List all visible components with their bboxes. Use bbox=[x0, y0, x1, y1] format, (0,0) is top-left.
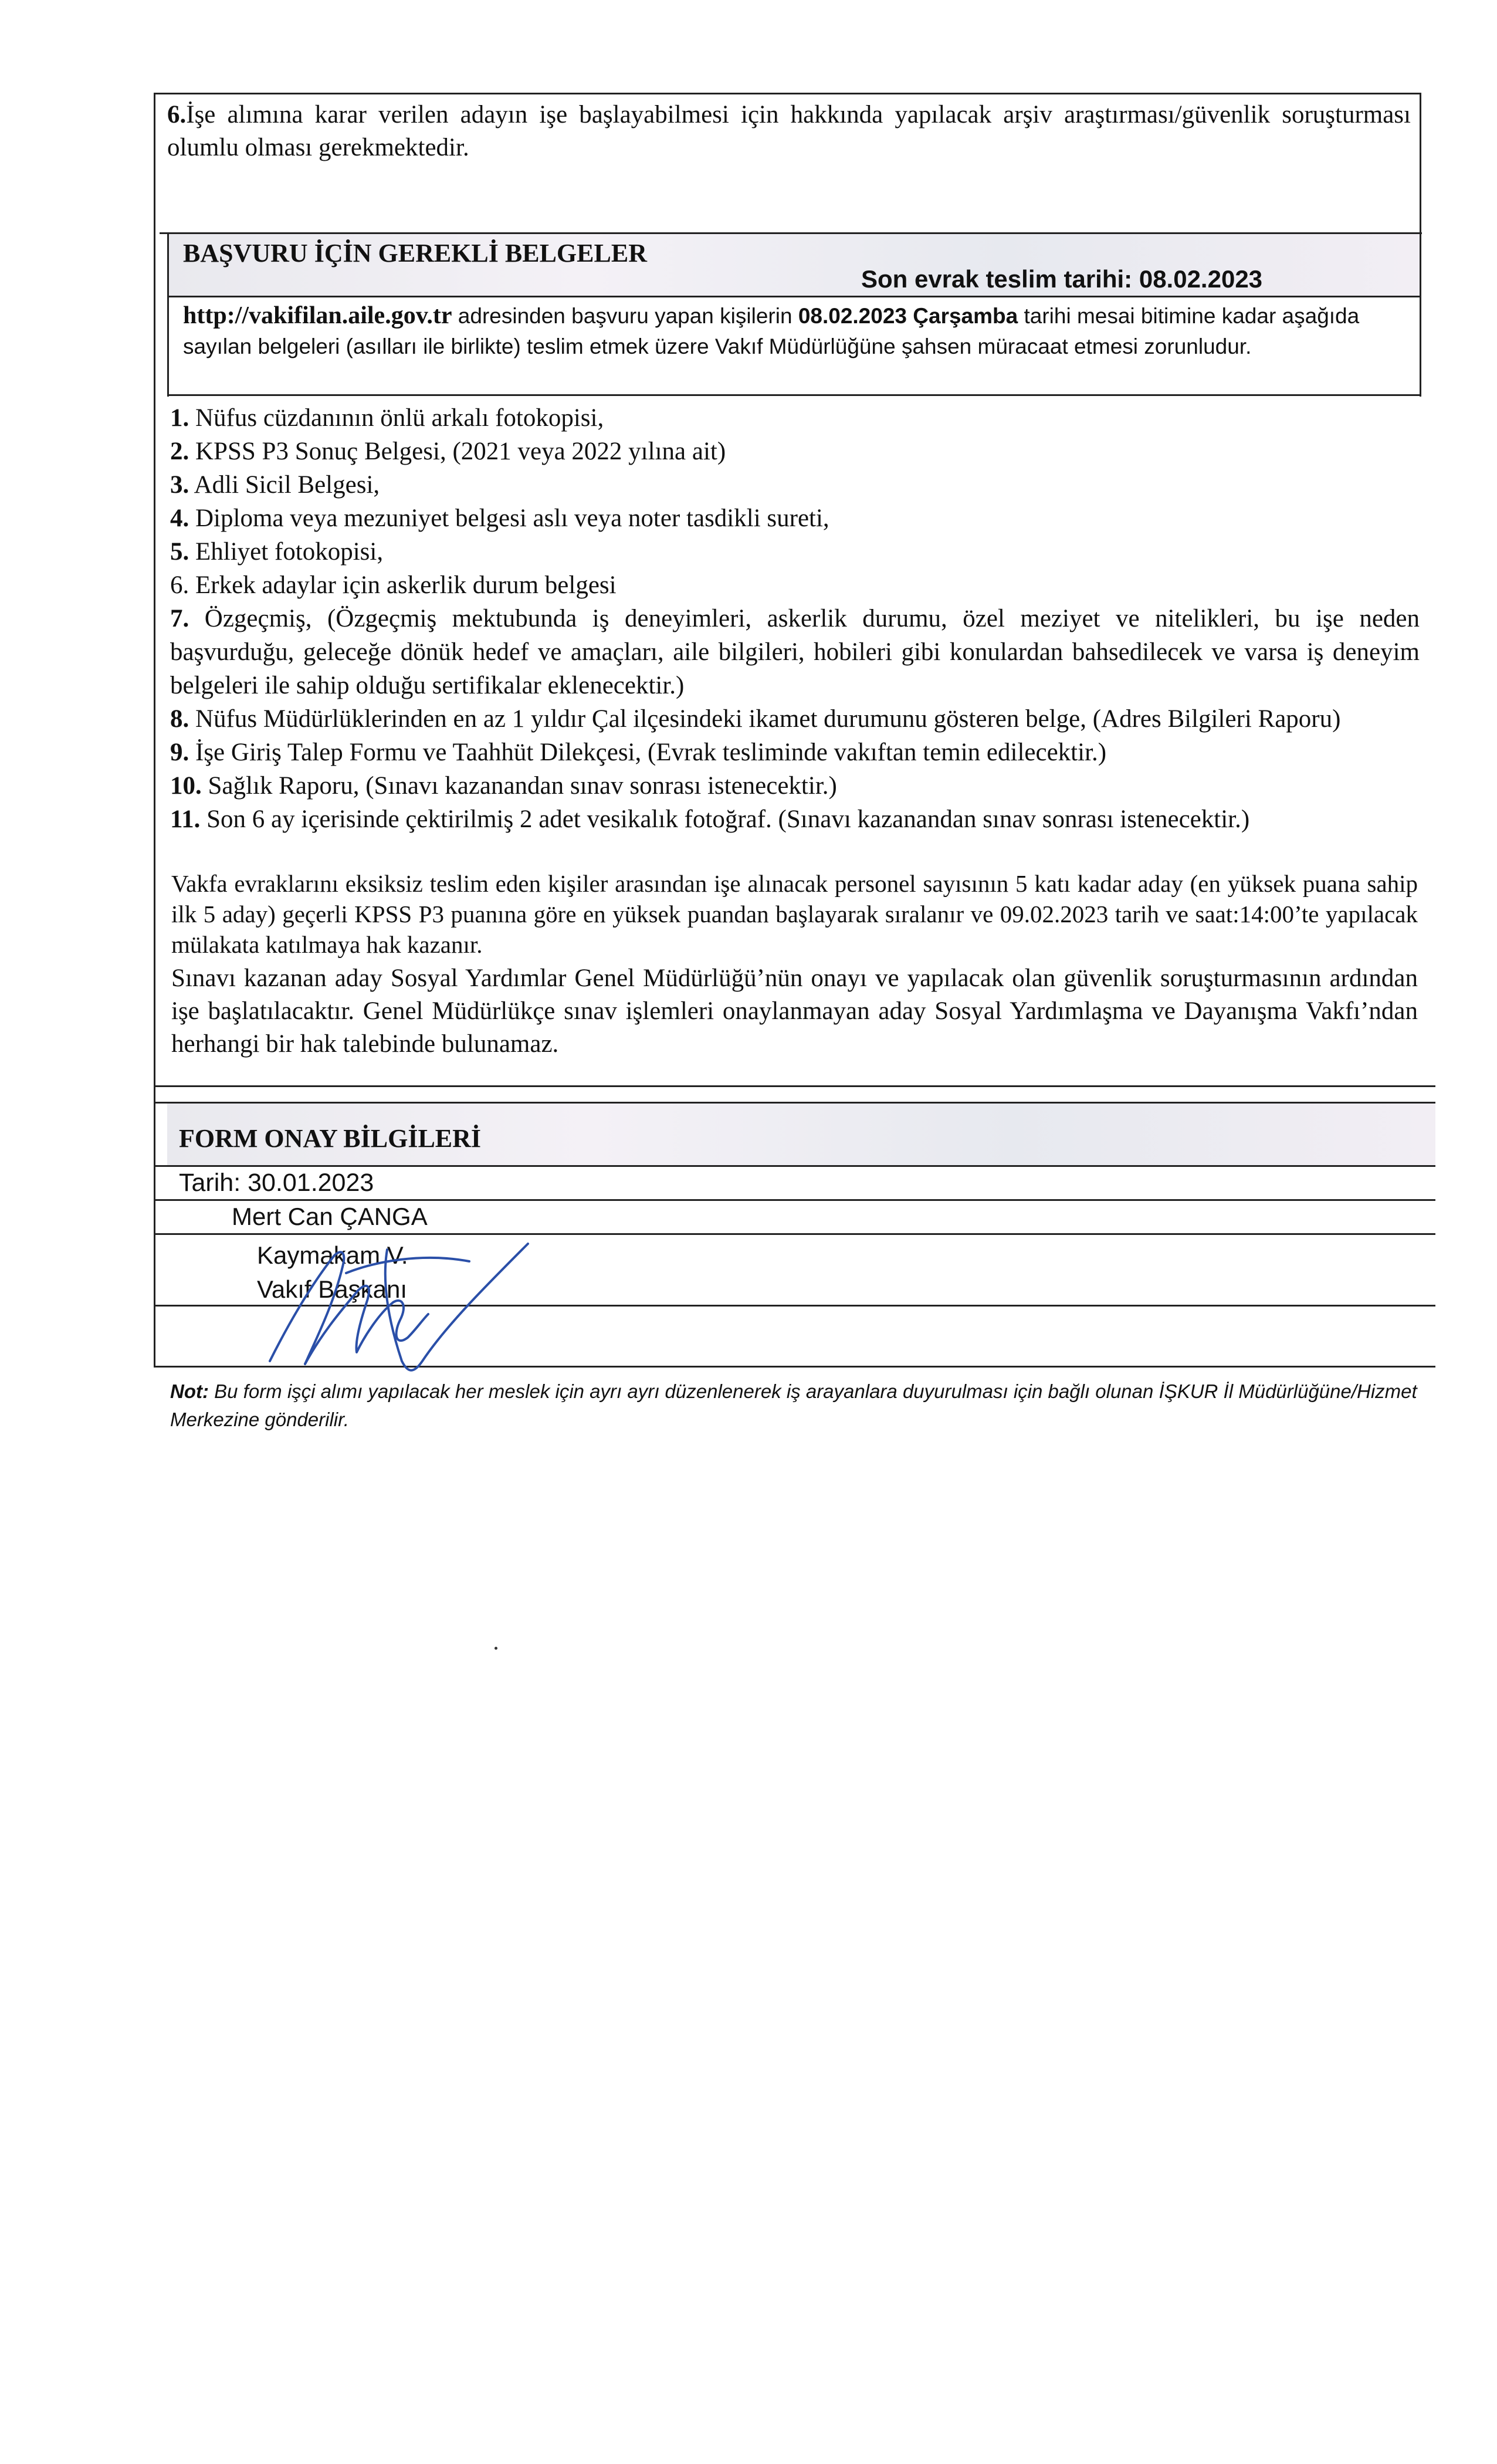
list-item-number: 6. bbox=[170, 571, 189, 599]
approval-top-rule bbox=[154, 1085, 1435, 1087]
right-frame-rule bbox=[1420, 93, 1421, 233]
list-item-text: Sağlık Raporu, (Sınavı kazanandan sınav sonrası istenecektir.) bbox=[201, 772, 837, 800]
deadline-text: Son evrak teslim tarihi: 08.02.2023 bbox=[861, 265, 1263, 293]
note-text: Bu form işçi alımı yapılacak her meslek için ayrı ayrı düzenlenerek iş arayanlara duyurulması için bağlı olunan İŞKUR İl Müdürlüğüne/Hizmet Merkezine gönderilir. bbox=[170, 1380, 1417, 1430]
documents-heading-bottom-rule bbox=[167, 296, 1421, 297]
shortlist-paragraph: Vakfa evraklarını eksiksiz teslim eden kişiler arasından işe alınacak personel sayısının 5 katı kadar aday (en yüksek puana sahip ilk 5 aday) geçerli KPSS P3 puanına göre en yüksek puandan başlayarak sıralanır ve 09.02.2023 tarih ve saat:14:00’te yapılacak mülakata katılmaya hak kazanır. bbox=[171, 870, 1418, 958]
list-item-text: Özgeçmiş, (Özgeçmiş mektubunda iş deneyimleri, askerlik durumu, özel meziyet ve nitelikleri, bu işe neden başvurduğu, geleceğe dönük hedef ve amaçları, aile bilgileri, hobileri gibi konulardan bahsedilecek ve varsa iş deneyim belgeleri ile sahip olduğu sertifikalar eklenecektir.) bbox=[170, 605, 1420, 699]
signature-icon bbox=[246, 1220, 551, 1390]
scan-speck bbox=[495, 1647, 497, 1650]
list-item-text: Ehliyet fotokopisi, bbox=[189, 538, 384, 566]
top-rule bbox=[154, 93, 1421, 94]
list-item-number: 8. bbox=[170, 705, 189, 733]
section-6-body: İşe alımına karar verilen adayın işe başlayabilmesi için hakkında yapılacak arşiv araştırması/güvenlik soruşturması olumlu olması gerekmektedir. bbox=[167, 101, 1411, 161]
section-6-text bbox=[167, 99, 1411, 164]
list-item bbox=[170, 568, 1420, 602]
section-6-number: 6. bbox=[167, 101, 187, 128]
note-label: Not: bbox=[170, 1380, 209, 1402]
list-item-number: 11. bbox=[170, 805, 201, 833]
list-item bbox=[170, 769, 1420, 803]
documents-heading: BAŞVURU İÇİN GEREKLİ BELGELER bbox=[183, 239, 647, 268]
list-item-text: Son 6 ay içerisinde çektirilmiş 2 adet vesikalık fotoğraf. (Sınavı kazanandan sınav sonrası istenecektir.) bbox=[200, 805, 1250, 833]
signatory-title-1: Kaymakam V. bbox=[257, 1241, 408, 1269]
approval-heading-top-rule bbox=[154, 1102, 1435, 1104]
list-item-number: 9. bbox=[170, 739, 189, 766]
list-item bbox=[170, 401, 1420, 435]
list-item bbox=[170, 435, 1420, 468]
approval-paragraph: Sınavı kazanan aday Sosyal Yardımlar Genel Müdürlüğü’nün onayı ve yapılacak olan güvenlik soruşturmasının ardından işe başlatılacaktır. Genel Müdürlükçe sınav işlemleri onaylanmayan aday Sosyal Yardımlaşma ve Dayanışma Vakfı’ndan herhangi bir hak talebinde bulunamaz. bbox=[171, 964, 1418, 1058]
list-item-number: 5. bbox=[170, 538, 189, 566]
list-item bbox=[170, 803, 1420, 836]
list-item bbox=[170, 702, 1420, 736]
documents-heading-top-rule bbox=[160, 232, 1422, 234]
list-item-text: Adli Sicil Belgesi, bbox=[189, 471, 380, 499]
list-item-number: 7. bbox=[170, 605, 189, 632]
intro-bottom-rule bbox=[167, 394, 1421, 396]
intro-url: http://vakifilan.aile.gov.tr bbox=[183, 302, 452, 329]
list-item-text: Diploma veya mezuniyet belgesi aslı veya noter tasdikli sureti, bbox=[189, 505, 829, 532]
list-item-text: İşe Giriş Talep Formu ve Taahhüt Dilekçesi, (Evrak tesliminde vakıftan temin edilecektir.) bbox=[189, 739, 1107, 766]
list-item-number: 1. bbox=[170, 404, 189, 432]
intro-text-1: adresinden başvuru yapan kişilerin bbox=[452, 304, 798, 328]
list-item-number: 3. bbox=[170, 471, 189, 499]
list-item-text: Nüfus Müdürlüklerinden en az 1 yıldır Çal ilçesindeki ikamet durumunu gösteren belge, (Adres Bilgileri Raporu) bbox=[189, 705, 1341, 733]
signatory-name: Mert Can ÇANGA bbox=[232, 1203, 428, 1230]
intro-text-2: tarihi mesai bitimine kadar aşağıda sayılan belgeleri (asılları ile birlikte) teslim etmek üzere Vakıf Müdürlüğüne şahsen müracaat etmesi zorunludur. bbox=[183, 304, 1360, 358]
list-item-number: 4. bbox=[170, 505, 189, 532]
list-item-text: Nüfus cüzdanının önlü arkalı fotokopisi, bbox=[189, 404, 604, 432]
list-item bbox=[170, 468, 1420, 502]
list-item-number: 2. bbox=[170, 438, 189, 465]
list-item bbox=[170, 535, 1420, 568]
list-item bbox=[170, 502, 1420, 535]
signatory-title-2: Vakıf Başkanı bbox=[257, 1275, 408, 1303]
documents-intro bbox=[183, 300, 1409, 362]
list-item-text: Erkek adaylar için askerlik durum belgesi bbox=[189, 571, 617, 599]
intro-date: 08.02.2023 Çarşamba bbox=[798, 304, 1018, 328]
documents-box-left-rule bbox=[167, 232, 169, 397]
documents-list bbox=[170, 401, 1420, 836]
approval-date: Tarih: 30.01.2023 bbox=[179, 1169, 374, 1197]
footer-note bbox=[170, 1377, 1420, 1434]
approval-heading: FORM ONAY BİLGİLERİ bbox=[179, 1124, 482, 1153]
documents-box-right-rule bbox=[1420, 232, 1421, 397]
list-item bbox=[170, 736, 1420, 769]
left-frame-rule bbox=[154, 93, 155, 1366]
list-item bbox=[170, 602, 1420, 702]
list-item-number: 10. bbox=[170, 772, 202, 800]
list-item-text: KPSS P3 Sonuç Belgesi, (2021 veya 2022 yılına ait) bbox=[189, 438, 726, 465]
approval-heading-bottom-rule bbox=[154, 1165, 1435, 1167]
